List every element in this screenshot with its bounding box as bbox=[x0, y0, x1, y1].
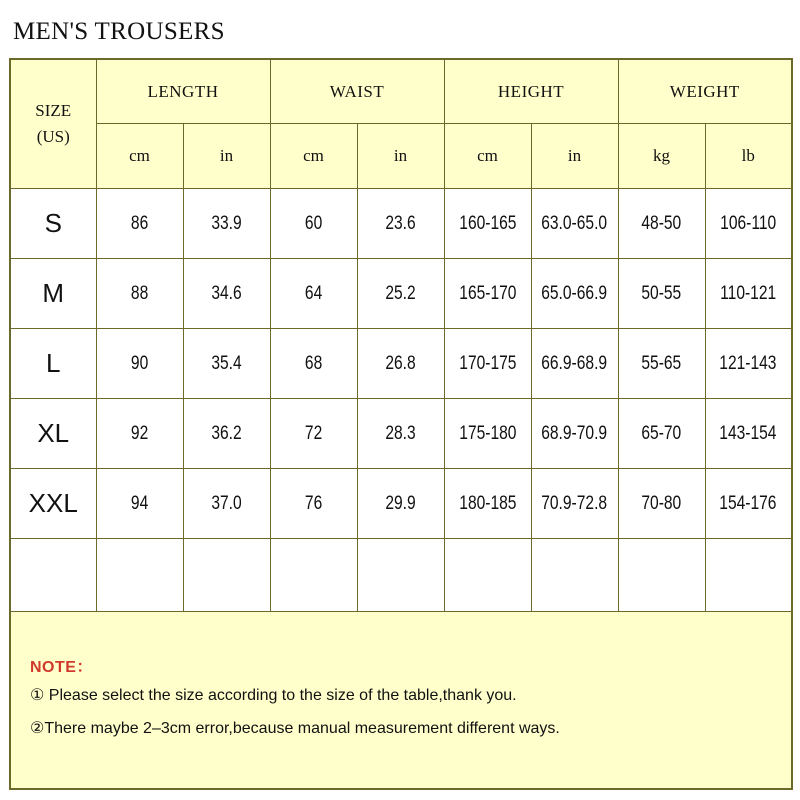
value-text: 86 bbox=[130, 212, 149, 234]
size-table bbox=[11, 60, 791, 612]
value-cell bbox=[444, 399, 531, 469]
table-row bbox=[11, 329, 791, 399]
note-line: ②There maybe 2–3cm error,because manual measurement different ways. bbox=[30, 720, 560, 737]
value-cell bbox=[183, 329, 270, 399]
value-cell bbox=[531, 329, 618, 399]
unit-header: lb bbox=[705, 124, 791, 189]
value-text: 50-55 bbox=[641, 282, 682, 304]
value-cell bbox=[357, 469, 444, 539]
value-text: 106-110 bbox=[720, 212, 777, 234]
value-text: 88 bbox=[130, 282, 149, 304]
empty-cell bbox=[357, 539, 444, 612]
value-cell bbox=[618, 399, 705, 469]
value-cell bbox=[531, 259, 618, 329]
size-us-header bbox=[11, 60, 96, 189]
value-cell bbox=[705, 329, 791, 399]
empty-cell bbox=[183, 539, 270, 612]
value-text: 154-176 bbox=[719, 492, 777, 514]
value-text: 180-185 bbox=[458, 492, 517, 514]
value-text: 70-80 bbox=[641, 492, 682, 514]
empty-cell bbox=[270, 539, 357, 612]
empty-cell bbox=[444, 539, 531, 612]
value-cell bbox=[618, 469, 705, 539]
table-row bbox=[11, 189, 791, 259]
unit-header: in bbox=[357, 124, 444, 189]
value-cell bbox=[96, 399, 183, 469]
value-text: 72 bbox=[304, 422, 323, 444]
value-text: 65-70 bbox=[641, 422, 682, 444]
value-text: 28.3 bbox=[385, 422, 416, 444]
value-cell bbox=[531, 469, 618, 539]
value-cell bbox=[270, 469, 357, 539]
value-cell bbox=[96, 469, 183, 539]
group-header-waist: WAIST bbox=[270, 60, 444, 124]
empty-cell bbox=[96, 539, 183, 612]
value-cell bbox=[618, 329, 705, 399]
unit-header: cm bbox=[270, 124, 357, 189]
value-cell bbox=[357, 399, 444, 469]
value-cell bbox=[705, 259, 791, 329]
value-cell bbox=[96, 329, 183, 399]
group-header-weight: WEIGHT bbox=[618, 60, 791, 124]
unit-header: cm bbox=[96, 124, 183, 189]
value-text: 90 bbox=[130, 352, 149, 374]
value-cell bbox=[618, 189, 705, 259]
value-text: 37.0 bbox=[211, 492, 242, 514]
value-text: 92 bbox=[130, 422, 149, 444]
value-cell bbox=[96, 189, 183, 259]
value-text: 25.2 bbox=[385, 282, 416, 304]
value-cell bbox=[183, 259, 270, 329]
value-cell bbox=[357, 259, 444, 329]
table-row bbox=[11, 399, 791, 469]
value-cell bbox=[531, 189, 618, 259]
value-text: 29.9 bbox=[385, 492, 416, 514]
unit-header: kg bbox=[618, 124, 705, 189]
value-cell bbox=[270, 189, 357, 259]
value-cell bbox=[96, 259, 183, 329]
value-cell bbox=[705, 189, 791, 259]
value-text: 63.0-65.0 bbox=[541, 212, 608, 234]
value-cell bbox=[270, 329, 357, 399]
table-row bbox=[11, 469, 791, 539]
notes-section bbox=[11, 620, 791, 788]
value-cell bbox=[531, 399, 618, 469]
empty-cell bbox=[531, 539, 618, 612]
size-chart bbox=[9, 58, 793, 790]
value-cell bbox=[357, 329, 444, 399]
value-cell bbox=[270, 259, 357, 329]
value-cell bbox=[705, 399, 791, 469]
value-text: 170-175 bbox=[458, 352, 517, 374]
value-cell bbox=[705, 469, 791, 539]
value-cell bbox=[183, 189, 270, 259]
size-cell: XL bbox=[11, 399, 96, 469]
header-row bbox=[11, 60, 791, 124]
value-text: 143-154 bbox=[719, 422, 777, 444]
value-cell bbox=[444, 259, 531, 329]
value-text: 94 bbox=[130, 492, 149, 514]
value-text: 36.2 bbox=[211, 422, 242, 444]
size-header-label: SIZE bbox=[35, 101, 72, 120]
value-text: 76 bbox=[304, 492, 323, 514]
table-row bbox=[11, 259, 791, 329]
note-line: ① Please select the size according to the size of the table,thank you. bbox=[30, 687, 517, 704]
value-cell bbox=[618, 259, 705, 329]
value-text: 34.6 bbox=[211, 282, 242, 304]
unit-row bbox=[11, 124, 791, 189]
note-title: NOTE： bbox=[30, 659, 93, 676]
value-text: 165-170 bbox=[458, 282, 517, 304]
value-cell bbox=[444, 189, 531, 259]
value-text: 66.9-68.9 bbox=[541, 352, 608, 374]
value-text: 110-121 bbox=[720, 282, 777, 304]
empty-cell bbox=[705, 539, 791, 612]
page-title: MEN'S TROUSERS bbox=[13, 18, 225, 45]
size-cell: S bbox=[11, 189, 96, 259]
value-text: 35.4 bbox=[211, 352, 242, 374]
size-cell: M bbox=[11, 259, 96, 329]
size-cell: XXL bbox=[11, 469, 96, 539]
value-cell bbox=[183, 399, 270, 469]
value-text: 70.9-72.8 bbox=[541, 492, 608, 514]
size-header-unit: (US) bbox=[36, 127, 70, 146]
value-cell bbox=[183, 469, 270, 539]
unit-header: cm bbox=[444, 124, 531, 189]
group-header-height: HEIGHT bbox=[444, 60, 618, 124]
value-cell bbox=[357, 189, 444, 259]
value-text: 68 bbox=[304, 352, 323, 374]
value-text: 26.8 bbox=[385, 352, 416, 374]
empty-cell bbox=[11, 539, 96, 612]
value-text: 55-65 bbox=[641, 352, 682, 374]
value-text: 60 bbox=[304, 212, 323, 234]
value-text: 65.0-66.9 bbox=[541, 282, 608, 304]
unit-header: in bbox=[183, 124, 270, 189]
value-text: 121-143 bbox=[719, 352, 777, 374]
value-text: 48-50 bbox=[641, 212, 682, 234]
value-text: 68.9-70.9 bbox=[541, 422, 608, 444]
value-text: 175-180 bbox=[458, 422, 517, 444]
value-text: 64 bbox=[304, 282, 323, 304]
value-cell bbox=[444, 329, 531, 399]
group-header-length: LENGTH bbox=[96, 60, 270, 124]
value-text: 23.6 bbox=[385, 212, 416, 234]
value-text: 33.9 bbox=[211, 212, 242, 234]
value-text: 160-165 bbox=[458, 212, 517, 234]
size-cell: L bbox=[11, 329, 96, 399]
empty-row bbox=[11, 539, 791, 612]
empty-cell bbox=[618, 539, 705, 612]
unit-header: in bbox=[531, 124, 618, 189]
value-cell bbox=[270, 399, 357, 469]
value-cell bbox=[444, 469, 531, 539]
